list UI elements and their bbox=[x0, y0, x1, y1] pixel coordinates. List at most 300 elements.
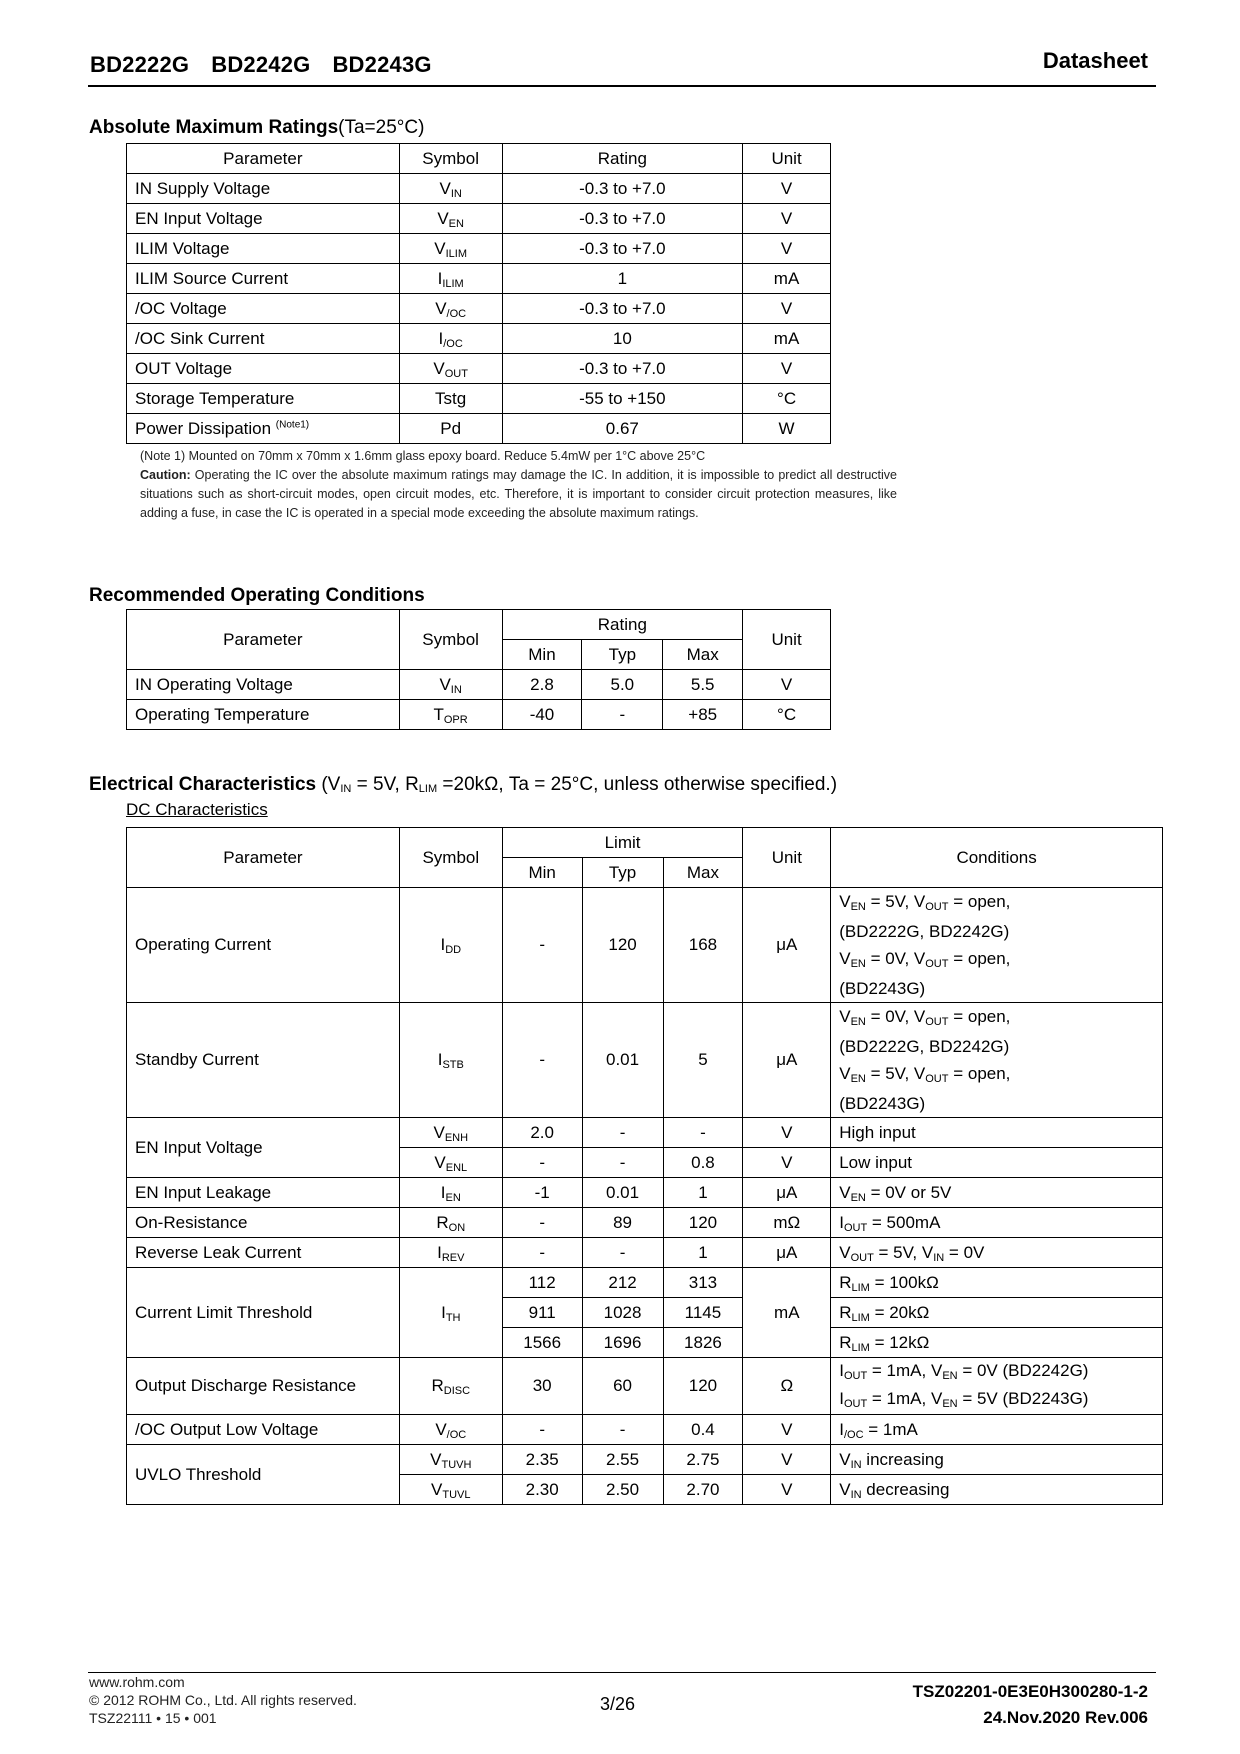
conditions-cell bbox=[831, 1445, 1163, 1475]
min-cell: - bbox=[502, 1003, 582, 1118]
param-cell: On-Resistance bbox=[127, 1208, 400, 1238]
symbol: V bbox=[439, 178, 451, 198]
max-cell: - bbox=[663, 1118, 743, 1148]
param-cell: Reverse Leak Current bbox=[127, 1238, 400, 1268]
table-row bbox=[127, 174, 831, 204]
table-header-row bbox=[127, 828, 1163, 858]
symbol-sub: TH bbox=[445, 1311, 461, 1324]
symbol-sub: ENL bbox=[445, 1161, 468, 1174]
roc-title-line bbox=[89, 585, 425, 607]
cond: = 100kΩ bbox=[869, 1272, 939, 1292]
ec-title: Electrical Characteristics bbox=[89, 774, 317, 795]
cond: = 0V or 5V bbox=[865, 1182, 952, 1202]
page-number: 3/26 bbox=[600, 1694, 636, 1714]
symbol-cell bbox=[399, 1415, 502, 1445]
cond: = 5V (BD2243G) bbox=[957, 1389, 1089, 1408]
symbol-cell bbox=[399, 1003, 502, 1118]
caution-text: Operating the IC over the absolute maximum ratings may damage the IC. In addition, it is impossible to predict all destructive situations such as short-circuit modes, open circuit modes, etc. Therefore, it is important to consider circuit protection measures, like adding a fuse, in case the IC is operated in a special mode exceeding the absolute maximum ratings. bbox=[140, 468, 897, 520]
ec-cond: LIM bbox=[418, 783, 438, 795]
table-header-row bbox=[127, 144, 831, 174]
cond: V bbox=[839, 949, 851, 968]
max-cell: 1145 bbox=[663, 1298, 743, 1328]
max-cell: 0.8 bbox=[663, 1148, 743, 1178]
cond-sub: EN bbox=[850, 1016, 866, 1028]
param-cell bbox=[127, 384, 400, 414]
symbol: Tstg bbox=[435, 388, 467, 408]
cond: = open, bbox=[948, 1007, 1011, 1026]
table-row bbox=[127, 1238, 1163, 1268]
typ-cell: - bbox=[582, 1148, 663, 1178]
max-cell: 2.75 bbox=[663, 1445, 743, 1475]
ec-title-line bbox=[89, 774, 837, 796]
param-cell bbox=[127, 234, 400, 264]
doc-type: Datasheet bbox=[1042, 48, 1148, 73]
symbol-cell bbox=[399, 1238, 502, 1268]
symbol-sub: /OC bbox=[446, 307, 467, 320]
footer-divider bbox=[88, 1672, 1156, 1673]
cond-sub: EN bbox=[850, 958, 866, 970]
rating-cell: 1 bbox=[502, 264, 743, 294]
unit-cell: μA bbox=[743, 1238, 831, 1268]
param-cell: Output Discharge Resistance bbox=[127, 1358, 400, 1415]
col-header: Conditions bbox=[831, 828, 1163, 888]
symbol-sub: TUVL bbox=[442, 1488, 471, 1501]
param-cell: Standby Current bbox=[127, 1003, 400, 1118]
cond-sub: OUT bbox=[925, 1073, 949, 1085]
cond: = 0V bbox=[944, 1242, 985, 1262]
symbol: V bbox=[433, 1122, 445, 1142]
symbol-sub: /OC bbox=[443, 337, 463, 350]
table-row bbox=[127, 670, 831, 700]
col-header: Unit bbox=[743, 610, 831, 670]
cond-sub: OUT bbox=[925, 1016, 949, 1028]
typ-cell: - bbox=[582, 1118, 663, 1148]
cond: = 1mA, V bbox=[867, 1389, 943, 1408]
header-divider bbox=[88, 85, 1156, 87]
cond: R bbox=[839, 1302, 852, 1322]
symbol-cell bbox=[399, 324, 502, 354]
rating-cell: -0.3 to +7.0 bbox=[502, 204, 743, 234]
unit-cell: V bbox=[743, 1415, 831, 1445]
typ-cell: - bbox=[582, 1415, 663, 1445]
col-header: Typ bbox=[582, 858, 663, 888]
col-header: Min bbox=[502, 640, 582, 670]
symbol-sub: IN bbox=[450, 187, 462, 200]
cond: = 12kΩ bbox=[869, 1332, 930, 1352]
max-cell: 313 bbox=[663, 1268, 743, 1298]
cond: I bbox=[839, 1419, 844, 1439]
date-revision: 24.Nov.2020 Rev.006 bbox=[983, 1708, 1148, 1727]
col-header: Unit bbox=[743, 828, 831, 888]
ec-subtitle: DC Characteristics bbox=[126, 800, 268, 819]
typ-cell: 89 bbox=[582, 1208, 663, 1238]
rating-cell: -0.3 to +7.0 bbox=[502, 294, 743, 324]
param-cell bbox=[127, 174, 400, 204]
symbol: I bbox=[437, 268, 443, 288]
symbol-sub: IN bbox=[450, 683, 462, 696]
param-text: IN Supply Voltage bbox=[135, 178, 271, 198]
cond: = 5V, V bbox=[865, 892, 926, 911]
max-cell: +85 bbox=[663, 700, 743, 730]
symbol-sub: DISC bbox=[443, 1385, 471, 1397]
symbol-cell bbox=[399, 1208, 502, 1238]
unit-cell: V bbox=[743, 1118, 831, 1148]
min-cell: 2.30 bbox=[502, 1475, 582, 1505]
amr-title: Absolute Maximum Ratings bbox=[89, 117, 339, 138]
symbol-sub: REV bbox=[441, 1251, 465, 1264]
col-header: Rating bbox=[502, 610, 743, 640]
conditions-cell bbox=[831, 1328, 1163, 1358]
cond: = 500mA bbox=[867, 1212, 941, 1232]
param-cell: Operating Temperature bbox=[127, 700, 400, 730]
rating-cell: -55 to +150 bbox=[502, 384, 743, 414]
rating-cell: -0.3 to +7.0 bbox=[502, 354, 743, 384]
table-row bbox=[127, 324, 831, 354]
symbol: V bbox=[431, 1479, 443, 1499]
symbol-sub: STB bbox=[442, 1059, 464, 1071]
symbol-cell bbox=[399, 700, 502, 730]
min-cell: -1 bbox=[502, 1178, 582, 1208]
ec-cond: IN bbox=[340, 783, 352, 795]
typ-cell: 1696 bbox=[582, 1328, 663, 1358]
cond: R bbox=[839, 1272, 852, 1292]
cond: = open, bbox=[948, 892, 1011, 911]
amr-caution bbox=[140, 466, 897, 523]
unit-cell: mA bbox=[743, 324, 831, 354]
symbol-cell bbox=[399, 354, 502, 384]
roc-table bbox=[126, 609, 831, 730]
cond: R bbox=[839, 1332, 852, 1352]
col-header: Parameter bbox=[127, 610, 400, 670]
symbol: I bbox=[438, 328, 444, 348]
typ-cell: 1028 bbox=[582, 1298, 663, 1328]
table-row bbox=[127, 1208, 1163, 1238]
cond: I bbox=[839, 1361, 844, 1380]
cond: V bbox=[839, 892, 851, 911]
table-row bbox=[127, 1358, 1163, 1415]
min-cell: - bbox=[502, 1148, 582, 1178]
param-cell bbox=[127, 294, 400, 324]
cond-sub: LIM bbox=[851, 1341, 870, 1354]
max-cell: 1 bbox=[663, 1178, 743, 1208]
unit-cell: μA bbox=[743, 1178, 831, 1208]
symbol: I bbox=[441, 1302, 446, 1322]
typ-cell: 5.0 bbox=[582, 670, 663, 700]
param-cell bbox=[127, 324, 400, 354]
cond: V bbox=[839, 1449, 851, 1469]
max-cell: 168 bbox=[663, 888, 743, 1003]
cond: increasing bbox=[861, 1449, 944, 1469]
table-header-row bbox=[127, 610, 831, 640]
typ-cell: - bbox=[582, 700, 663, 730]
col-header: Unit bbox=[743, 144, 831, 174]
col-header: Parameter bbox=[127, 144, 400, 174]
unit-cell: V bbox=[743, 234, 831, 264]
conditions-cell bbox=[831, 1208, 1163, 1238]
ec-cond: (V bbox=[316, 774, 341, 795]
param-text: EN Input Voltage bbox=[135, 208, 263, 228]
typ-cell: 2.50 bbox=[582, 1475, 663, 1505]
symbol-cell bbox=[399, 174, 502, 204]
col-header: Symbol bbox=[399, 610, 502, 670]
symbol-cell bbox=[399, 1475, 502, 1505]
unit-cell: μA bbox=[743, 888, 831, 1003]
cond-sub: OUT bbox=[925, 901, 949, 913]
min-cell: - bbox=[502, 888, 582, 1003]
symbol-sub: DD bbox=[445, 944, 462, 956]
conditions-cell bbox=[831, 1415, 1163, 1445]
symbol-cell bbox=[399, 384, 502, 414]
param-cell: Operating Current bbox=[127, 888, 400, 1003]
param-text: ILIM Source Current bbox=[135, 268, 289, 288]
param-text: Storage Temperature bbox=[135, 388, 295, 408]
symbol-cell bbox=[399, 1358, 502, 1415]
amr-note1: (Note 1) Mounted on 70mm x 70mm x 1.6mm glass epoxy board. Reduce 5.4mW per 1°C above 25°C bbox=[140, 449, 706, 463]
table-row bbox=[127, 414, 831, 444]
col-header: Min bbox=[502, 858, 582, 888]
footer-url[interactable]: www.rohm.com bbox=[89, 1674, 185, 1690]
param-cell bbox=[127, 354, 400, 384]
symbol: Pd bbox=[440, 418, 462, 438]
table-row bbox=[127, 1415, 1163, 1445]
symbol-sub: ILIM bbox=[445, 247, 468, 260]
min-cell: 1566 bbox=[502, 1328, 582, 1358]
cond: V bbox=[839, 1182, 851, 1202]
ec-cond: = 5V, R bbox=[351, 774, 419, 795]
table-row bbox=[127, 1003, 1163, 1118]
symbol-cell bbox=[399, 1268, 502, 1358]
rating-cell: -0.3 to +7.0 bbox=[502, 234, 743, 264]
symbol-cell bbox=[399, 670, 502, 700]
footer-code: TSZ22111 • 15 • 001 bbox=[89, 1710, 217, 1726]
table-row bbox=[127, 1118, 1163, 1148]
symbol: V bbox=[437, 208, 449, 228]
symbol-sub: ENH bbox=[444, 1131, 469, 1144]
table-row bbox=[127, 1268, 1163, 1298]
param-cell bbox=[127, 264, 400, 294]
symbol-cell bbox=[399, 414, 502, 444]
cond: (BD2222G, BD2242G) bbox=[839, 1037, 1010, 1056]
symbol-cell bbox=[399, 1118, 502, 1148]
part-number: BD2243G bbox=[332, 52, 432, 77]
max-cell: 5 bbox=[663, 1003, 743, 1118]
cond: (BD2243G) bbox=[839, 979, 926, 998]
param-cell: IN Operating Voltage bbox=[127, 670, 400, 700]
symbol: I bbox=[440, 935, 446, 954]
unit-cell: mA bbox=[743, 264, 831, 294]
rating-cell: 10 bbox=[502, 324, 743, 354]
unit-cell: °C bbox=[743, 700, 831, 730]
min-cell: 2.35 bbox=[502, 1445, 582, 1475]
min-cell: - bbox=[502, 1415, 582, 1445]
caution-label: Caution: bbox=[140, 468, 191, 482]
symbol-sub: ILIM bbox=[442, 277, 464, 290]
cond-sub: IN bbox=[850, 1458, 862, 1471]
min-cell: - bbox=[502, 1238, 582, 1268]
param-text: /OC Voltage bbox=[135, 298, 227, 318]
unit-cell: V bbox=[743, 1475, 831, 1505]
unit-cell: Ω bbox=[743, 1358, 831, 1415]
cond-sub: EN bbox=[850, 901, 866, 913]
typ-cell: 0.01 bbox=[582, 1003, 663, 1118]
header-part-numbers bbox=[90, 52, 454, 78]
table-row bbox=[127, 354, 831, 384]
cond-sub: LIM bbox=[851, 1311, 870, 1324]
max-cell: 120 bbox=[663, 1208, 743, 1238]
cond-sub: OUT bbox=[925, 958, 949, 970]
symbol: R bbox=[431, 1376, 444, 1395]
table-row bbox=[127, 888, 1163, 1003]
col-header: Typ bbox=[582, 640, 663, 670]
max-cell: 1 bbox=[663, 1238, 743, 1268]
symbol-cell bbox=[399, 264, 502, 294]
conditions-cell bbox=[831, 1003, 1163, 1118]
cond-sub: LIM bbox=[851, 1281, 870, 1294]
max-cell: 1826 bbox=[663, 1328, 743, 1358]
roc-title: Recommended Operating Conditions bbox=[89, 585, 425, 606]
table-row bbox=[127, 1445, 1163, 1475]
symbol: V bbox=[430, 1449, 442, 1469]
col-header: Rating bbox=[502, 144, 743, 174]
max-cell: 0.4 bbox=[663, 1415, 743, 1445]
param-cell: UVLO Threshold bbox=[127, 1445, 400, 1505]
table-row bbox=[127, 234, 831, 264]
cond: = 20kΩ bbox=[869, 1302, 930, 1322]
part-number: BD2222G bbox=[90, 52, 190, 77]
cond-sub: IN bbox=[850, 1488, 862, 1501]
typ-cell: 120 bbox=[582, 888, 663, 1003]
param-text: OUT Voltage bbox=[135, 358, 233, 378]
cond: V bbox=[839, 1242, 851, 1262]
symbol-sub: TUVH bbox=[441, 1458, 472, 1471]
symbol-sub: ON bbox=[448, 1221, 466, 1234]
conditions-cell bbox=[831, 1178, 1163, 1208]
amr-title-line bbox=[89, 117, 424, 139]
symbol-sub: EN bbox=[445, 1191, 461, 1204]
symbol: I bbox=[437, 1050, 443, 1069]
note-ref: (Note1) bbox=[275, 418, 310, 430]
table-row bbox=[127, 294, 831, 324]
symbol-cell bbox=[399, 1178, 502, 1208]
ec-table bbox=[126, 827, 1163, 1505]
typ-cell: 0.01 bbox=[582, 1178, 663, 1208]
unit-cell: V bbox=[743, 354, 831, 384]
unit-cell: V bbox=[743, 174, 831, 204]
symbol: T bbox=[433, 704, 444, 724]
symbol-cell bbox=[399, 888, 502, 1003]
unit-cell: mΩ bbox=[743, 1208, 831, 1238]
doc-number: TSZ02201-0E3E0H300280-1-2 bbox=[912, 1682, 1148, 1701]
conditions-cell bbox=[831, 1268, 1163, 1298]
max-cell: 120 bbox=[663, 1358, 743, 1415]
typ-cell: 2.55 bbox=[582, 1445, 663, 1475]
symbol-sub: OPR bbox=[443, 713, 468, 726]
symbol: V bbox=[439, 674, 451, 694]
col-header: Limit bbox=[502, 828, 743, 858]
cond-sub: OUT bbox=[843, 1370, 868, 1382]
conditions-cell bbox=[831, 1238, 1163, 1268]
symbol-cell bbox=[399, 1148, 502, 1178]
param-cell bbox=[127, 204, 400, 234]
cond: = open, bbox=[948, 949, 1011, 968]
cond: I bbox=[839, 1212, 844, 1232]
table-row bbox=[127, 204, 831, 234]
conditions-cell: Low input bbox=[831, 1148, 1163, 1178]
symbol: V bbox=[435, 298, 447, 318]
cond-sub: IN bbox=[933, 1251, 945, 1264]
param-cell: EN Input Voltage bbox=[127, 1118, 400, 1178]
cond-sub: EN bbox=[942, 1398, 958, 1410]
unit-cell: V bbox=[743, 1445, 831, 1475]
cond: V bbox=[839, 1479, 851, 1499]
col-header: Parameter bbox=[127, 828, 400, 888]
cond: I bbox=[839, 1389, 844, 1408]
min-cell: 911 bbox=[502, 1298, 582, 1328]
min-cell: 30 bbox=[502, 1358, 582, 1415]
table-row bbox=[127, 700, 831, 730]
ec-cond: =20kΩ, Ta = 25°C, unless otherwise specified.) bbox=[437, 774, 838, 795]
conditions-cell bbox=[831, 1358, 1163, 1415]
cond: = 0V, V bbox=[865, 1007, 926, 1026]
cond: = 5V, V bbox=[865, 1064, 926, 1083]
symbol: V bbox=[434, 1152, 446, 1172]
unit-cell: μA bbox=[743, 1003, 831, 1118]
symbol-cell bbox=[399, 204, 502, 234]
typ-cell: 212 bbox=[582, 1268, 663, 1298]
rating-cell: -0.3 to +7.0 bbox=[502, 174, 743, 204]
cond-sub: OUT bbox=[843, 1398, 868, 1410]
max-cell: 5.5 bbox=[663, 670, 743, 700]
table-row bbox=[127, 264, 831, 294]
param-cell bbox=[127, 414, 400, 444]
table-row bbox=[127, 1178, 1163, 1208]
cond-sub: /OC bbox=[843, 1428, 864, 1441]
symbol-cell bbox=[399, 294, 502, 324]
typ-cell: 60 bbox=[582, 1358, 663, 1415]
cond-sub: EN bbox=[850, 1073, 866, 1085]
symbol: I bbox=[440, 1182, 446, 1202]
amr-condition: (Ta=25°C) bbox=[338, 117, 425, 138]
cond-sub: EN bbox=[850, 1191, 866, 1204]
symbol-cell bbox=[399, 234, 502, 264]
param-text: /OC Sink Current bbox=[135, 328, 265, 348]
col-header: Max bbox=[663, 640, 743, 670]
symbol: V bbox=[433, 358, 445, 378]
cond: V bbox=[839, 1064, 851, 1083]
symbol-sub: EN bbox=[448, 217, 464, 230]
conditions-cell: High input bbox=[831, 1118, 1163, 1148]
min-cell: -40 bbox=[502, 700, 582, 730]
symbol-sub: OUT bbox=[444, 367, 468, 380]
symbol: V bbox=[434, 238, 446, 258]
col-header: Symbol bbox=[399, 144, 502, 174]
cond: = 0V (BD2242G) bbox=[957, 1361, 1089, 1380]
cond-sub: EN bbox=[942, 1370, 958, 1382]
unit-cell: V bbox=[743, 294, 831, 324]
symbol-sub: /OC bbox=[446, 1428, 467, 1441]
conditions-cell bbox=[831, 888, 1163, 1003]
cond: V bbox=[839, 1007, 851, 1026]
min-cell: 2.8 bbox=[502, 670, 582, 700]
unit-cell: mA bbox=[743, 1268, 831, 1358]
footer-copyright: © 2012 ROHM Co., Ltd. All rights reserved. bbox=[89, 1692, 357, 1708]
cond: = 1mA bbox=[863, 1419, 918, 1439]
cond: = 5V, V bbox=[873, 1242, 934, 1262]
min-cell: - bbox=[502, 1208, 582, 1238]
min-cell: 112 bbox=[502, 1268, 582, 1298]
cond: (BD2222G, BD2242G) bbox=[839, 922, 1010, 941]
symbol: V bbox=[435, 1419, 447, 1439]
